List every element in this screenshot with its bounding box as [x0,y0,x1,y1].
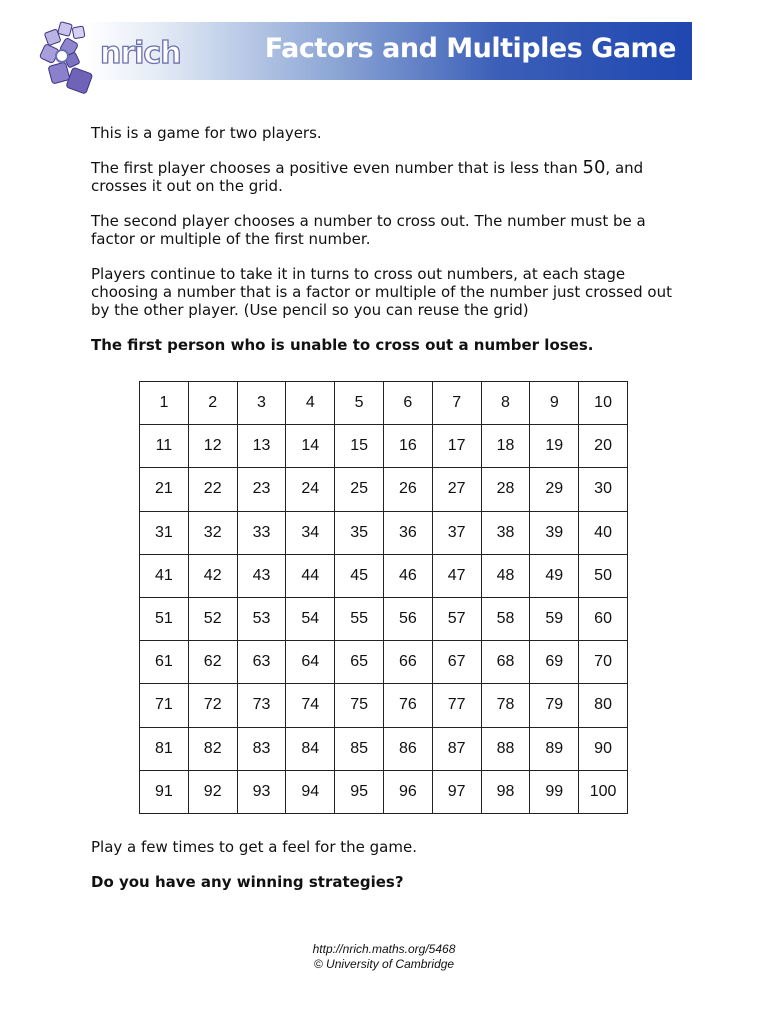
grid-row [140,597,628,640]
grid-cell[interactable]: 1 [140,382,189,425]
grid-cell[interactable]: 64 [286,641,335,684]
grid-cell[interactable]: 83 [237,727,286,770]
grid-cell[interactable]: 28 [481,468,530,511]
grid-cell[interactable]: 7 [432,382,481,425]
grid-cell[interactable]: 4 [286,382,335,425]
grid-row [140,425,628,468]
grid-cell[interactable]: 23 [237,468,286,511]
grid-cell[interactable]: 35 [335,511,384,554]
grid-cell[interactable]: 73 [237,684,286,727]
rule-first-player [91,159,681,195]
grid-cell[interactable]: 10 [579,382,628,425]
grid-cell[interactable]: 75 [335,684,384,727]
grid-cell[interactable]: 74 [286,684,335,727]
grid-cell[interactable]: 85 [335,727,384,770]
grid-cell[interactable]: 50 [579,554,628,597]
grid-row [140,727,628,770]
grid-cell[interactable]: 81 [140,727,189,770]
grid-cell[interactable]: 27 [432,468,481,511]
instructions [91,124,681,371]
grid-cell[interactable]: 77 [432,684,481,727]
grid-cell[interactable]: 92 [188,770,237,813]
grid-row [140,511,628,554]
grid-cell[interactable]: 71 [140,684,189,727]
grid-cell[interactable]: 40 [579,511,628,554]
grid-cell[interactable]: 97 [432,770,481,813]
grid-cell[interactable]: 12 [188,425,237,468]
grid-cell[interactable]: 99 [530,770,579,813]
grid-cell[interactable]: 32 [188,511,237,554]
logo-text: nrich [100,36,181,71]
grid-cell[interactable]: 19 [530,425,579,468]
limit-number: 50 [582,157,606,178]
grid-cell[interactable]: 91 [140,770,189,813]
grid-cell[interactable]: 65 [335,641,384,684]
grid-cell[interactable]: 68 [481,641,530,684]
grid-cell[interactable]: 17 [432,425,481,468]
grid-cell[interactable]: 46 [383,554,432,597]
grid-cell[interactable]: 45 [335,554,384,597]
grid-cell[interactable]: 38 [481,511,530,554]
grid-cell[interactable]: 26 [383,468,432,511]
grid-cell[interactable]: 98 [481,770,530,813]
footer [0,942,768,972]
grid-cell[interactable]: 96 [383,770,432,813]
grid-cell[interactable]: 16 [383,425,432,468]
grid-row [140,554,628,597]
grid-cell[interactable]: 39 [530,511,579,554]
grid-cell[interactable]: 62 [188,641,237,684]
grid-cell[interactable]: 14 [286,425,335,468]
grid-cell[interactable]: 59 [530,597,579,640]
grid-cell[interactable]: 33 [237,511,286,554]
grid-cell[interactable]: 82 [188,727,237,770]
grid-cell[interactable]: 100 [579,770,628,813]
grid-cell[interactable]: 30 [579,468,628,511]
grid-cell[interactable]: 44 [286,554,335,597]
grid-cell[interactable]: 41 [140,554,189,597]
grid-cell[interactable]: 8 [481,382,530,425]
grid-cell[interactable]: 47 [432,554,481,597]
rule-first-player-text-2: , and crosses it out on the grid. [91,159,644,195]
grid-row [140,641,628,684]
grid-cell[interactable]: 52 [188,597,237,640]
grid-cell[interactable]: 3 [237,382,286,425]
grid-row [140,770,628,813]
grid-cell[interactable]: 20 [579,425,628,468]
grid-cell[interactable]: 66 [383,641,432,684]
grid-cell[interactable]: 60 [579,597,628,640]
grid-cell[interactable]: 89 [530,727,579,770]
source-url: http://nrich.maths.org/5468 [312,942,456,956]
grid-cell[interactable]: 15 [335,425,384,468]
rule-lose: The first person who is unable to cross out a number loses. [91,336,594,354]
grid-cell[interactable]: 2 [188,382,237,425]
rule-continue: Players continue to take it in turns to cross out numbers, at each stage choosing a number that is a factor or multiple of the number just crossed out by the other player. (Use pencil so you can reuse the grid) [91,265,672,319]
grid-cell[interactable]: 56 [383,597,432,640]
grid-cell[interactable]: 13 [237,425,286,468]
grid-row [140,684,628,727]
play-prompt: Play a few times to get a feel for the game. [91,838,417,856]
grid-cell[interactable]: 57 [432,597,481,640]
grid-cell[interactable]: 88 [481,727,530,770]
page-title: Factors and Multiples Game [264,33,676,64]
grid-cell[interactable]: 25 [335,468,384,511]
closing-text [91,838,681,908]
grid-cell[interactable]: 86 [383,727,432,770]
grid-cell[interactable]: 94 [286,770,335,813]
grid-cell[interactable]: 51 [140,597,189,640]
grid-cell[interactable]: 9 [530,382,579,425]
grid-cell[interactable]: 95 [335,770,384,813]
grid-cell[interactable]: 67 [432,641,481,684]
rule-first-player-text-1: The first player chooses a positive even number that is less than [91,159,583,177]
grid-row [140,382,628,425]
grid-cell[interactable]: 48 [481,554,530,597]
grid-cell[interactable]: 34 [286,511,335,554]
grid-cell[interactable]: 37 [432,511,481,554]
grid-cell[interactable]: 69 [530,641,579,684]
number-grid [139,381,628,814]
grid-cell[interactable]: 79 [530,684,579,727]
grid-cell[interactable]: 78 [481,684,530,727]
grid-cell[interactable]: 31 [140,511,189,554]
strategy-question: Do you have any winning strategies? [91,873,404,891]
nrich-logo [38,20,181,106]
grid-cell[interactable]: 55 [335,597,384,640]
grid-cell[interactable]: 21 [140,468,189,511]
grid-cell[interactable]: 36 [383,511,432,554]
grid-cell[interactable]: 70 [579,641,628,684]
grid-cell[interactable]: 42 [188,554,237,597]
grid-cell[interactable]: 87 [432,727,481,770]
grid-cell[interactable]: 90 [579,727,628,770]
grid-cell[interactable]: 18 [481,425,530,468]
grid-cell[interactable]: 22 [188,468,237,511]
grid-cell[interactable]: 76 [383,684,432,727]
grid-cell[interactable]: 5 [335,382,384,425]
grid-cell[interactable]: 93 [237,770,286,813]
intro-paragraph: This is a game for two players. [91,124,322,142]
grid-cell[interactable]: 84 [286,727,335,770]
grid-cell[interactable]: 43 [237,554,286,597]
copyright: © University of Cambridge [313,957,455,971]
grid-cell[interactable]: 54 [286,597,335,640]
grid-cell[interactable]: 6 [383,382,432,425]
grid-cell[interactable]: 29 [530,468,579,511]
grid-row [140,468,628,511]
grid-cell[interactable]: 53 [237,597,286,640]
rule-second-player: The second player chooses a number to cross out. The number must be a factor or multiple of the first number. [91,212,646,248]
grid-cell[interactable]: 72 [188,684,237,727]
grid-cell[interactable]: 24 [286,468,335,511]
grid-cell[interactable]: 80 [579,684,628,727]
grid-cell[interactable]: 11 [140,425,189,468]
grid-cell[interactable]: 58 [481,597,530,640]
grid-cell[interactable]: 61 [140,641,189,684]
grid-cell[interactable]: 49 [530,554,579,597]
grid-cell[interactable]: 63 [237,641,286,684]
